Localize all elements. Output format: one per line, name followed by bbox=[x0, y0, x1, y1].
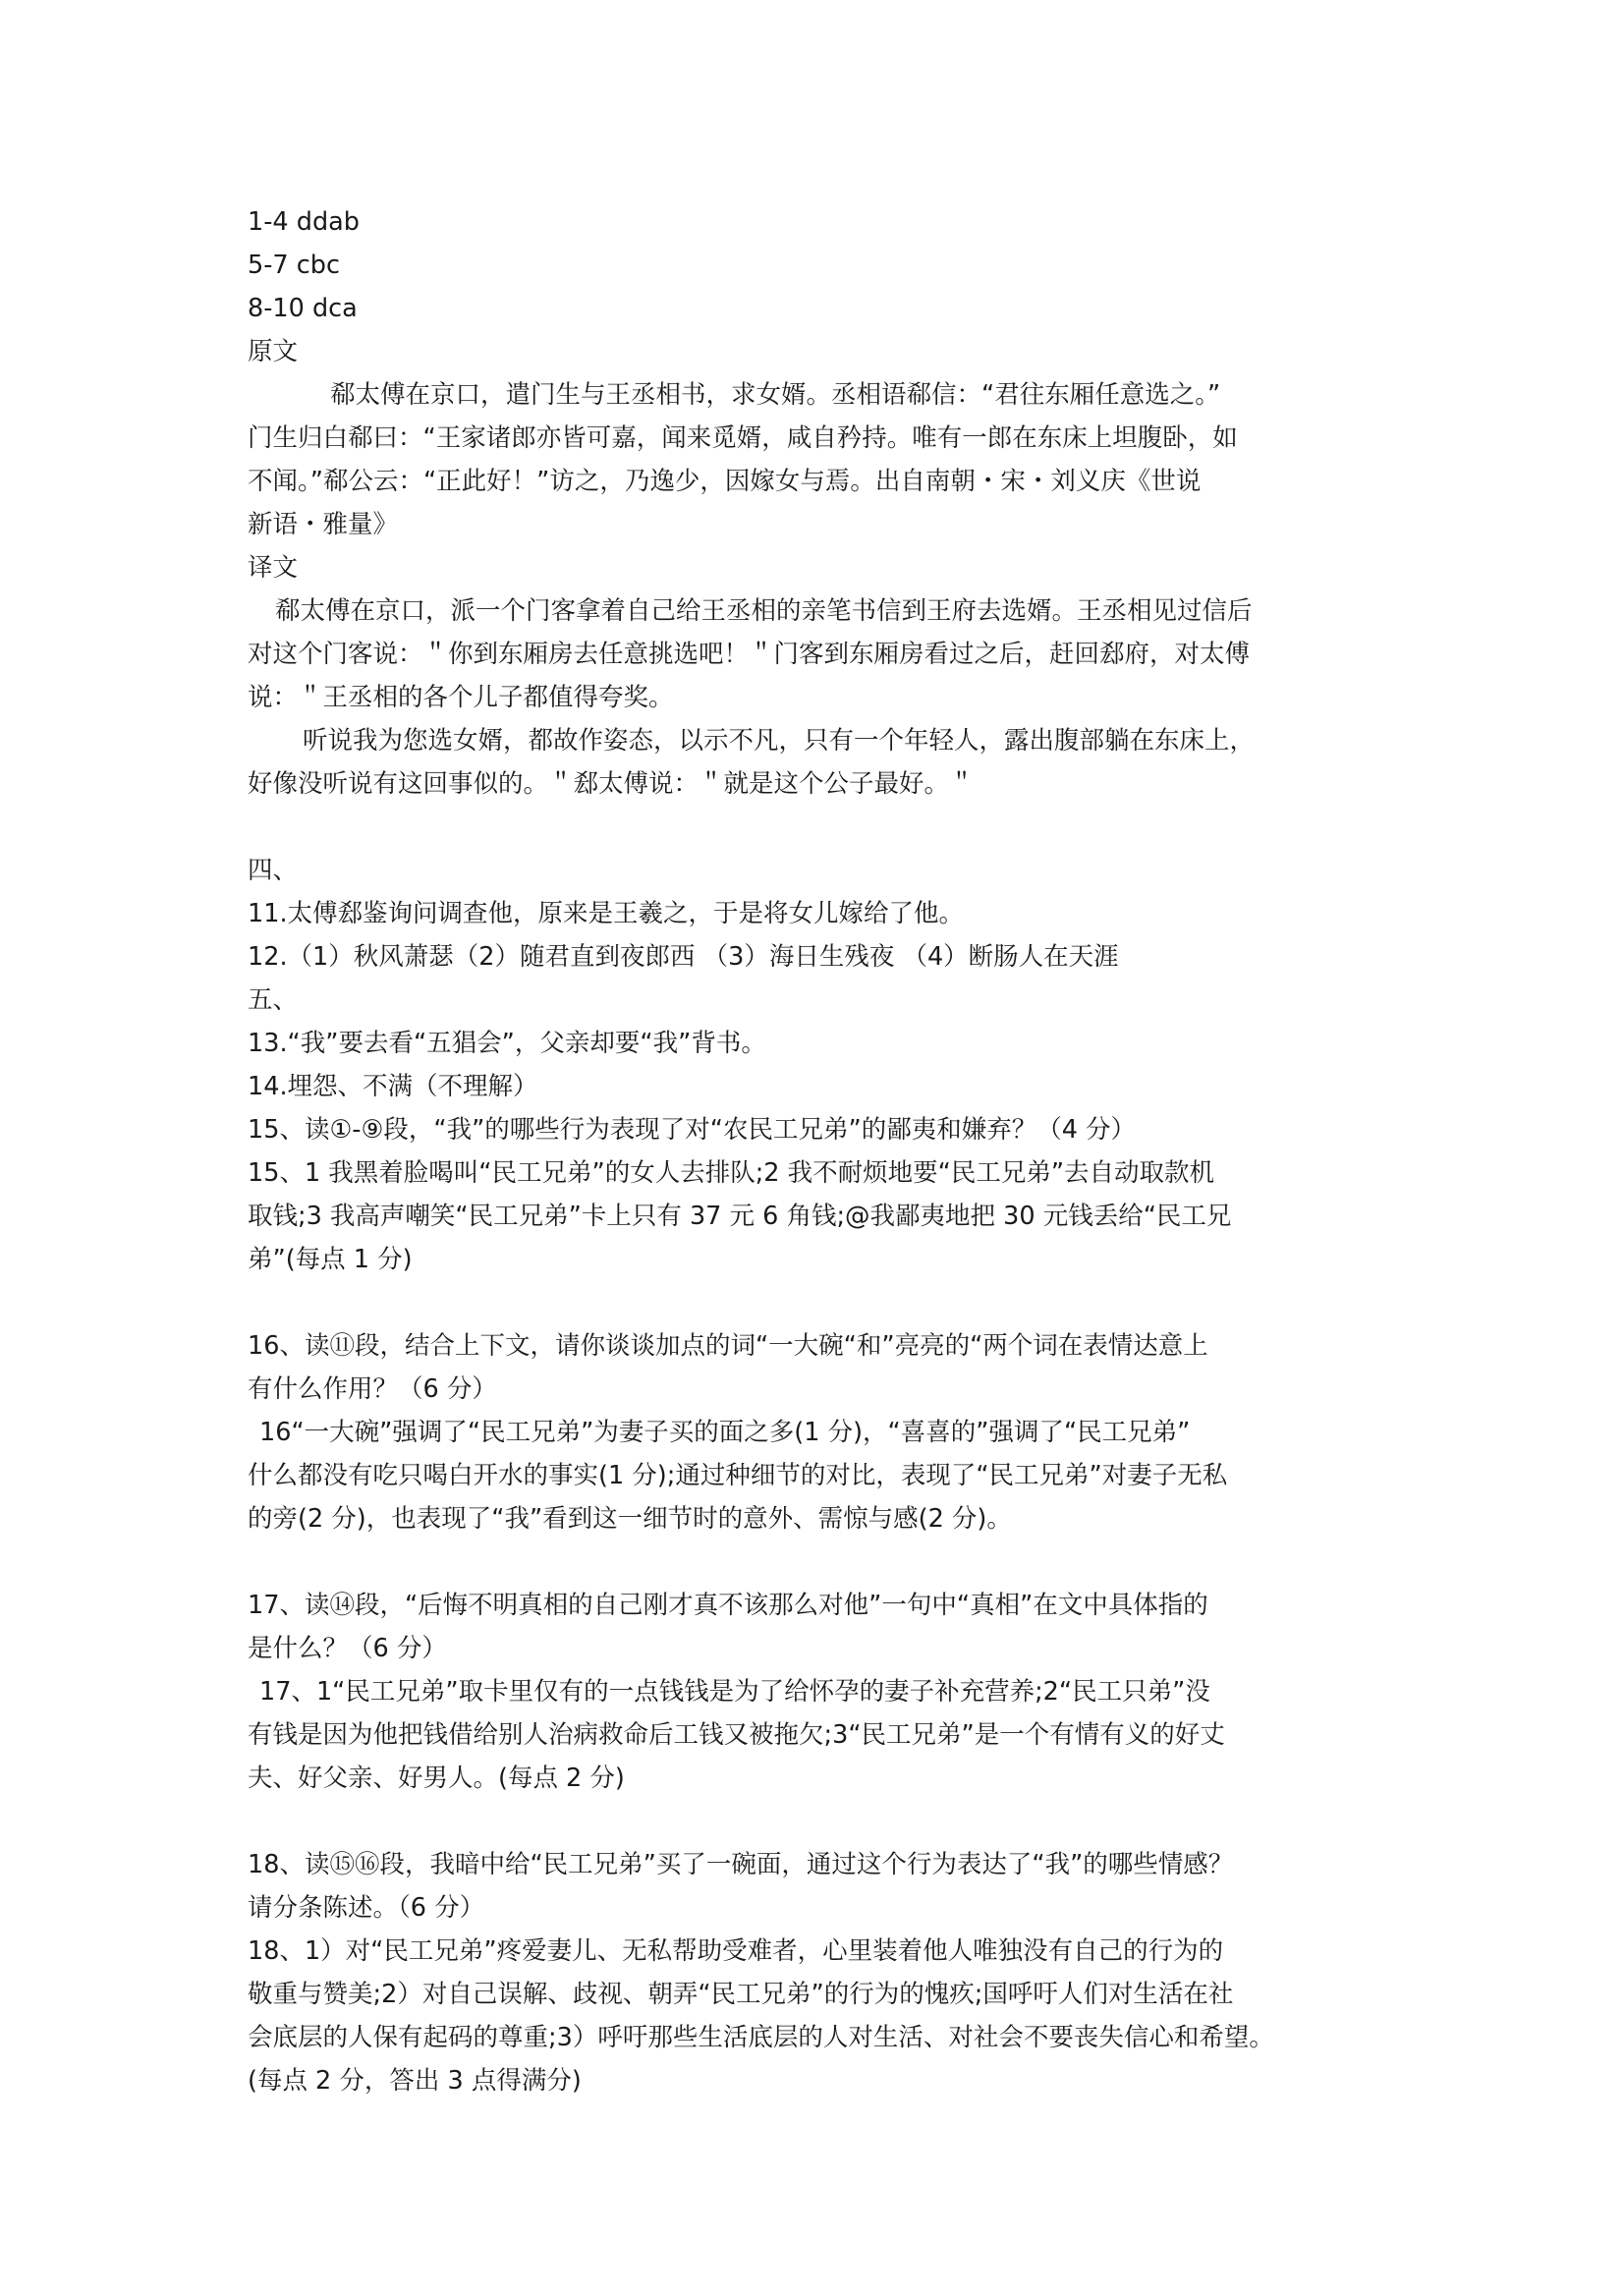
translation-line: 听说我为您选女婿，都故作姿态，以示不凡，只有一个年轻人，露出腹部躺在东床上， bbox=[303, 726, 1256, 756]
original-line: 郗太傅在京口，遣门生与王丞相书，求女婿。丞相语郗信：“君往东厢任意选之。” bbox=[330, 380, 1221, 410]
answer-16-line: 16“一大碗”强调了“民工兄弟”为妻子买的面之多(1 分)，“喜喜的”强调了“民工兄弟” bbox=[259, 1418, 1191, 1447]
answer-17-line: 17、1“民工兄弟”取卡里仅有的一点钱钱是为了给怀孕的妻子补充营养;2“民工只弟”没 bbox=[259, 1677, 1210, 1707]
answer-11: 11.太傅郄鉴询问调查他，原来是王羲之，于是将女儿嫁给了他。 bbox=[248, 899, 965, 928]
translation-line: 对这个门客说：＂你到东厢房去任意挑选吧！＂门客到东厢房看过之后，赶回郄府，对太傅 bbox=[248, 640, 1251, 669]
mc-answers-5-7: 5-7 cbc bbox=[248, 251, 340, 280]
answer-15-line: 15、1 我黑着脸喝叫“民工兄弟”的女人去排队;2 我不耐烦地要“民工兄弟”去自动取款机 bbox=[248, 1158, 1215, 1188]
spacer bbox=[248, 1800, 1389, 1843]
answer-16-line: 的旁(2 分)，也表现了“我”看到这一细节时的意外、需惊与感(2 分)。 bbox=[248, 1504, 1012, 1534]
translation-line: 好像没听说有这回事似的。＂郄太傅说：＂就是这个公子最好。＂ bbox=[248, 769, 975, 799]
answer-15-line: 弟”(每点 1 分) bbox=[248, 1245, 413, 1274]
question-15: 15、读①-⑨段，“我”的哪些行为表现了对“农民工兄弟”的鄙夷和嫌弃？（4 分） bbox=[248, 1115, 1137, 1145]
answer-12: 12.（1）秋风萧瑟（2）随君直到夜郎西 （3）海日生残夜 （4）断肠人在天涯 bbox=[248, 942, 1119, 972]
answer-18-line: 敬重与赞美;2）对自己误解、歧视、朝弄“民工兄弟”的行为的愧疚;国呼吁人们对生活在社 bbox=[248, 1980, 1234, 2009]
translation-heading: 译文 bbox=[248, 553, 299, 583]
translation-line: 说：＂王丞相的各个儿子都值得夸奖。 bbox=[248, 683, 674, 712]
answer-sheet bbox=[248, 200, 1389, 2102]
answer-18-line: 会底层的人保有起码的尊重;3）呼吁那些生活底层的人对生活、对社会不要丧失信心和希望。 bbox=[248, 2023, 1274, 2052]
answer-13: 13.“我”要去看“五猖会”，父亲却要“我”背书。 bbox=[248, 1029, 766, 1058]
mc-answers-1-4: 1-4 ddab bbox=[248, 207, 360, 237]
original-heading: 原文 bbox=[248, 337, 299, 366]
answer-18-line: 18、1）对“民工兄弟”疼爱妻儿、无私帮助受难者，心里装着他人唯独没有自己的行为的 bbox=[248, 1936, 1224, 1966]
spacer bbox=[248, 1540, 1389, 1584]
question-17-line: 17、读⑭段，“后悔不明真相的自己刚才真不该那么对他”一句中“真相”在文中具体指的 bbox=[248, 1591, 1208, 1620]
original-line: 新语・雅量》 bbox=[248, 510, 399, 539]
question-17-line: 是什么？（6 分） bbox=[248, 1634, 447, 1663]
translation-line: 郗太傅在京口，派一个门客拿着自己给王丞相的亲笔书信到王府去选婿。王丞相见过信后 bbox=[275, 596, 1253, 626]
original-line: 门生归白郗曰：“王家诸郎亦皆可嘉，闻来觅婿，咸自矜持。唯有一郎在东床上坦腹卧，如 bbox=[248, 423, 1238, 453]
question-16-line: 16、读⑪段，结合上下文，请你谈谈加点的词“一大碗“和”亮亮的“两个词在表情达意上 bbox=[248, 1331, 1208, 1361]
mc-answers-8-10: 8-10 dca bbox=[248, 294, 358, 323]
question-18-line: 18、读⑮⑯段，我暗中给“民工兄弟”买了一碗面，通过这个行为表达了“我”的哪些情感？ bbox=[248, 1850, 1234, 1879]
question-16-line: 有什么作用？（6 分） bbox=[248, 1374, 497, 1404]
spacer bbox=[248, 806, 1389, 849]
spacer bbox=[248, 1281, 1389, 1324]
original-line: 不闻。”郗公云：“正此好！”访之，乃逸少，因嫁女与焉。出自南朝・宋・刘义庆《世说 bbox=[248, 467, 1202, 496]
answer-17-line: 有钱是因为他把钱借给别人治病救命后工钱又被拖欠;3“民工兄弟”是一个有情有义的好丈 bbox=[248, 1720, 1225, 1750]
answer-15-line: 取钱;3 我高声嘲笑“民工兄弟”卡上只有 37 元 6 角钱;@我鄙夷地把 30 元钱丢给“民工兄 bbox=[248, 1202, 1232, 1231]
answer-16-line: 什么都没有吃只喝白开水的事实(1 分);通过种细节的对比，表现了“民工兄弟”对妻子无私 bbox=[248, 1461, 1228, 1490]
section-5-heading: 五、 bbox=[248, 985, 299, 1015]
answer-14: 14.埋怨、不满（不理解） bbox=[248, 1072, 538, 1101]
question-18-line: 请分条陈述。（6 分） bbox=[248, 1893, 485, 1923]
section-4-heading: 四、 bbox=[248, 856, 299, 885]
answer-18-line: (每点 2 分，答出 3 点得满分) bbox=[248, 2066, 582, 2096]
answer-17-line: 夫、好父亲、好男人。(每点 2 分) bbox=[248, 1764, 625, 1793]
